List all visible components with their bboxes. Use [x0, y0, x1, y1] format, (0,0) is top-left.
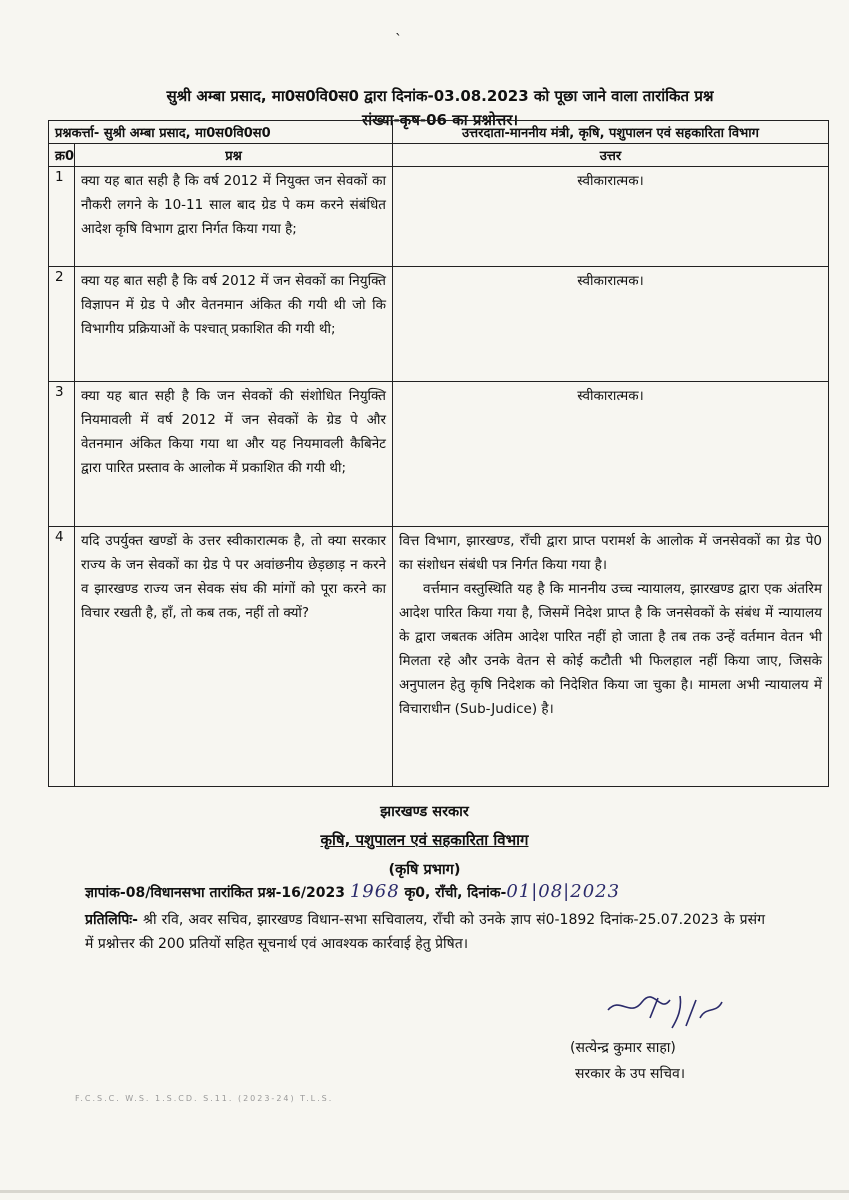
memo-line	[85, 880, 785, 905]
row-number: 3	[49, 382, 75, 527]
question-text: क्या यह बात सही है कि वर्ष 2012 में नियुक्त जन सेवकों का नौकरी लगने के 10-11 साल बाद ग्रेड पे कम करने संबंधित आदेश कृषि विभाग द्वारा निर्गत किया गया है;	[75, 167, 393, 267]
signatory-name: (सत्येन्द्र कुमार साहा)	[570, 1040, 676, 1056]
document-title-line1: सुश्री अम्बा प्रसाद, मा0स0वि0स0 द्वारा दिनांक-03.08.2023 को पूछा जाने वाला तारांकित प्रश्न	[166, 87, 714, 105]
copy-to-paragraph	[85, 908, 765, 956]
table-header-columns	[49, 144, 829, 167]
copy-label: प्रतिलिपिः-	[85, 912, 138, 928]
column-header-answer: उत्तर	[393, 144, 829, 167]
division-heading: (कृषि प्रभाग)	[388, 862, 461, 878]
memo-prefix: ज्ञापांक-08/विधानसभा तारांकित प्रश्न-16/2023	[85, 885, 345, 901]
answer-text: स्वीकारात्मक।	[393, 167, 829, 267]
answer-text: स्वीकारात्मक।	[393, 267, 829, 382]
memo-suffix: कृ0, राँची, दिनांक-	[404, 885, 507, 901]
top-mark: ˎ	[395, 20, 402, 36]
table-row	[49, 267, 829, 382]
department-heading: कृषि, पशुपालन एवं सहकारिता विभाग	[320, 831, 529, 849]
question-answer-table	[48, 120, 829, 787]
answer-text: स्वीकारात्मक।	[393, 382, 829, 527]
signature-scribble	[600, 988, 730, 1038]
answer-paragraph-1: वित्त विभाग, झारखण्ड, राँची द्वारा प्राप्त परामर्श के आलोक में जनसेवकों का ग्रेड पे0 का संशोधन संबंधी पत्र निर्गत किया गया है।	[399, 533, 822, 573]
answerer-cell: उत्तरदाता-माननीय मंत्री, कृषि, पशुपालन एवं सहकारिता विभाग	[393, 121, 829, 144]
column-header-number: क्र0	[49, 144, 75, 167]
government-heading: झारखण्ड सरकार	[380, 804, 469, 820]
row-number: 1	[49, 167, 75, 267]
copy-text: श्री रवि, अवर सचिव, झारखण्ड विधान-सभा सचिवालय, राँची को उनके ज्ञाप सं0-1892 दिनांक-25.07.2023 के प्रसंग में प्रश्नोत्तर की 200 प्रतियों सहित सूचनार्थ एवं आवश्यक कार्रवाई हेतु प्रेषित।	[85, 912, 765, 952]
faint-print-text: F.C.S.C. W.S. 1.S.CD. S.11. (2023-24) T.L.S.	[75, 1094, 334, 1103]
answer-paragraph-2: वर्त्तमान वस्तुस्थिति यह है कि माननीय उच्च न्यायालय, झारखण्ड द्वारा एक अंतरिम आदेश पारित किया गया है, जिसमें निदेश प्राप्त है कि जनसेवकों के संबंध में न्यायालय के द्वारा जबतक अंतिम आदेश पारित नहीं हो जाता है तब तक उन्हें वर्तमान वेतन भी मिलता रहे और उनके वेतन से कोई कटौती भी फिलहाल नहीं किया जाए, जिसके अनुपालन हेतु कृषि निदेशक को निदेशित किया जा चुका है। मामला अभी न्यायालय में विचाराधीन (Sub-Judice) है।	[399, 581, 822, 717]
column-header-question: प्रश्न	[75, 144, 393, 167]
document-title-line2: संख्या-कृष-06 का प्रश्नोत्तर।	[361, 111, 519, 129]
table-header-parties	[49, 121, 829, 144]
table-row	[49, 167, 829, 267]
questioner-cell: प्रश्नकर्त्ता- सुश्री अम्बा प्रसाद, मा0स0वि0स0	[49, 121, 393, 144]
table-row	[49, 527, 829, 787]
row-number: 2	[49, 267, 75, 382]
signatory-designation: सरकार के उप सचिव।	[575, 1066, 686, 1082]
question-text: यदि उपर्युक्त खण्डों के उत्तर स्वीकारात्मक है, तो क्या सरकार राज्य के जन सेवकों का ग्रेड पे पर अवांछनीय छेड़छाड़ न करने व झारखण्ड राज्य जन सेवक संघ की मांगों को पूरा करने का विचार रखती है, हाँ, तो कब तक, नहीं तो क्यों?	[75, 527, 393, 787]
table-row	[49, 382, 829, 527]
memo-date-handwritten: 01|08|2023	[506, 881, 621, 902]
page-bottom-line	[0, 1190, 849, 1193]
answer-cell	[393, 527, 829, 787]
question-text: क्या यह बात सही है कि जन सेवकों की संशोधित नियुक्ति नियमावली में वर्ष 2012 में जन सेवकों के ग्रेड पे और वेतनमान अंकित किया गया था और यह नियमावली कैबिनेट द्वारा पारित प्रस्ताव के आलोक में प्रकाशित की गयी थी;	[75, 382, 393, 527]
question-text: क्या यह बात सही है कि वर्ष 2012 में जन सेवकों का नियुक्ति विज्ञापन में ग्रेड पे और वेतनमान अंकित की गयी थी जो कि विभागीय प्रक्रियाओं के पश्चात् प्रकाशित की गयी थी;	[75, 267, 393, 382]
row-number: 4	[49, 527, 75, 787]
memo-number-handwritten: 1968	[349, 881, 400, 902]
